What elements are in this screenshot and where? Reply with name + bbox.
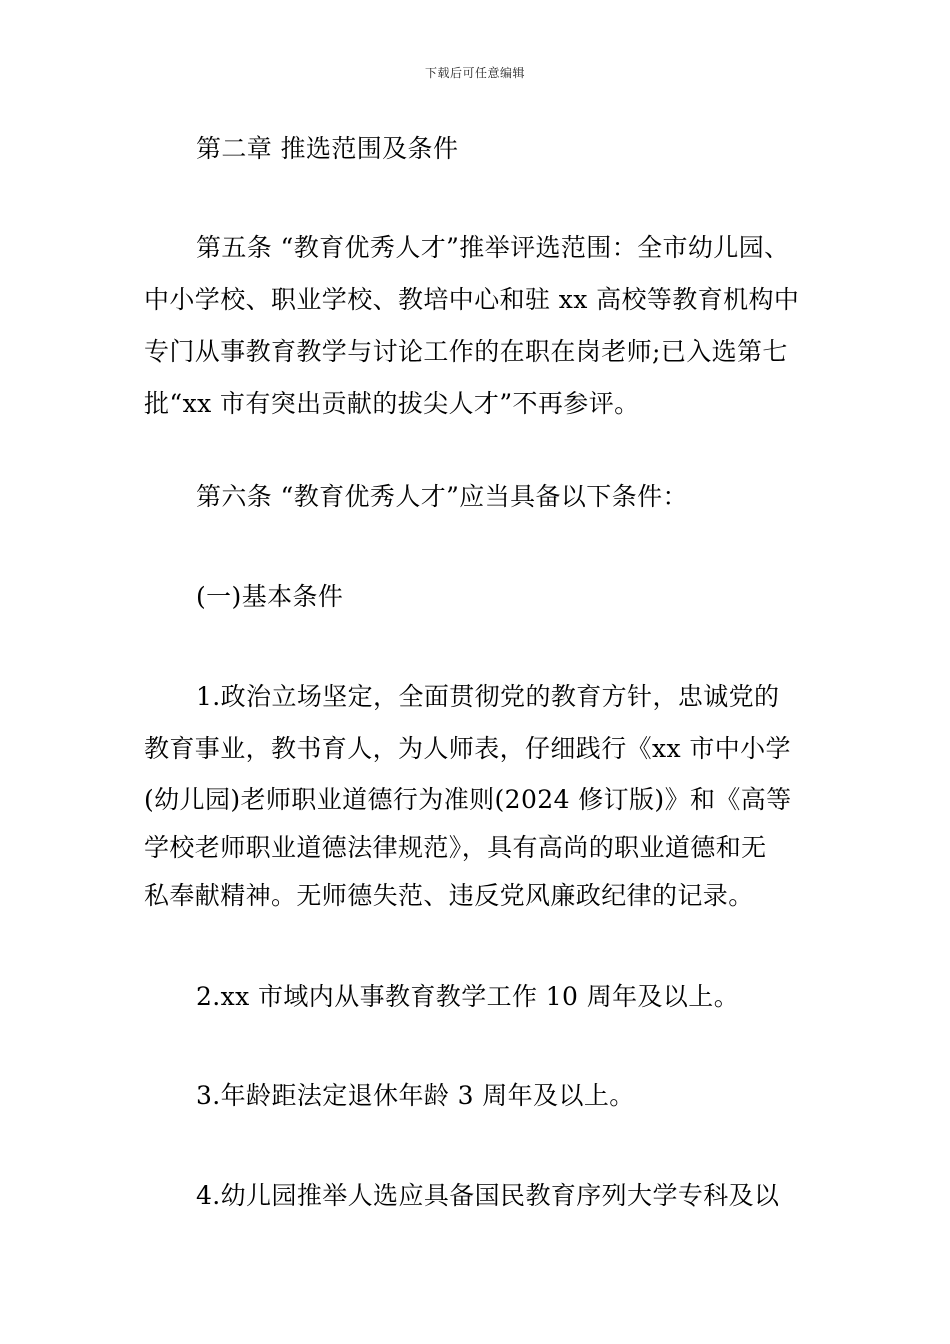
- item1-line-1: 1.政治立场坚定，全面贯彻党的教育方针，忠诚党的: [196, 682, 780, 711]
- item2: 2.xx 市域内从事教育教学工作 10 周年及以上。: [196, 982, 740, 1011]
- article5-line-2: 中小学校、职业学校、教培中心和驻 xx 高校等教育机构中: [144, 285, 800, 314]
- item1-line-5: 私奉献精神。无师德失范、违反党风廉政纪律的记录。: [144, 881, 754, 910]
- item4-line-1: 4.幼儿园推举人选应具备国民教育序列大学专科及以: [196, 1181, 780, 1210]
- article6-title: 第六条 “教育优秀人才”应当具备以下条件：: [196, 482, 688, 511]
- section1-title: (一)基本条件: [196, 582, 344, 611]
- item1-line-4: 学校老师职业道德法律规范》，具有高尚的职业道德和无: [144, 833, 767, 862]
- item1-line-2: 教育事业，教书育人，为人师表，仔细践行《xx 市中小学: [144, 734, 791, 763]
- item3: 3.年龄距法定退休年龄 3 周年及以上。: [196, 1081, 635, 1110]
- header-note: 下载后可任意编辑: [424, 66, 525, 80]
- article5-line-4: 批“xx 市有突出贡献的拔尖人才”不再参评。: [144, 389, 640, 418]
- article5-line-3: 专门从事教育教学与讨论工作的在职在岗老师;已入选第七: [144, 337, 788, 366]
- item1-line-3: (幼儿园)老师职业道德行为准则(2024 修订版)》和《高等: [144, 785, 792, 814]
- chapter-title: 第二章 推选范围及条件: [196, 134, 459, 163]
- article5-line-1: 第五条 “教育优秀人才”推举评选范围：全市幼儿园、: [196, 233, 790, 262]
